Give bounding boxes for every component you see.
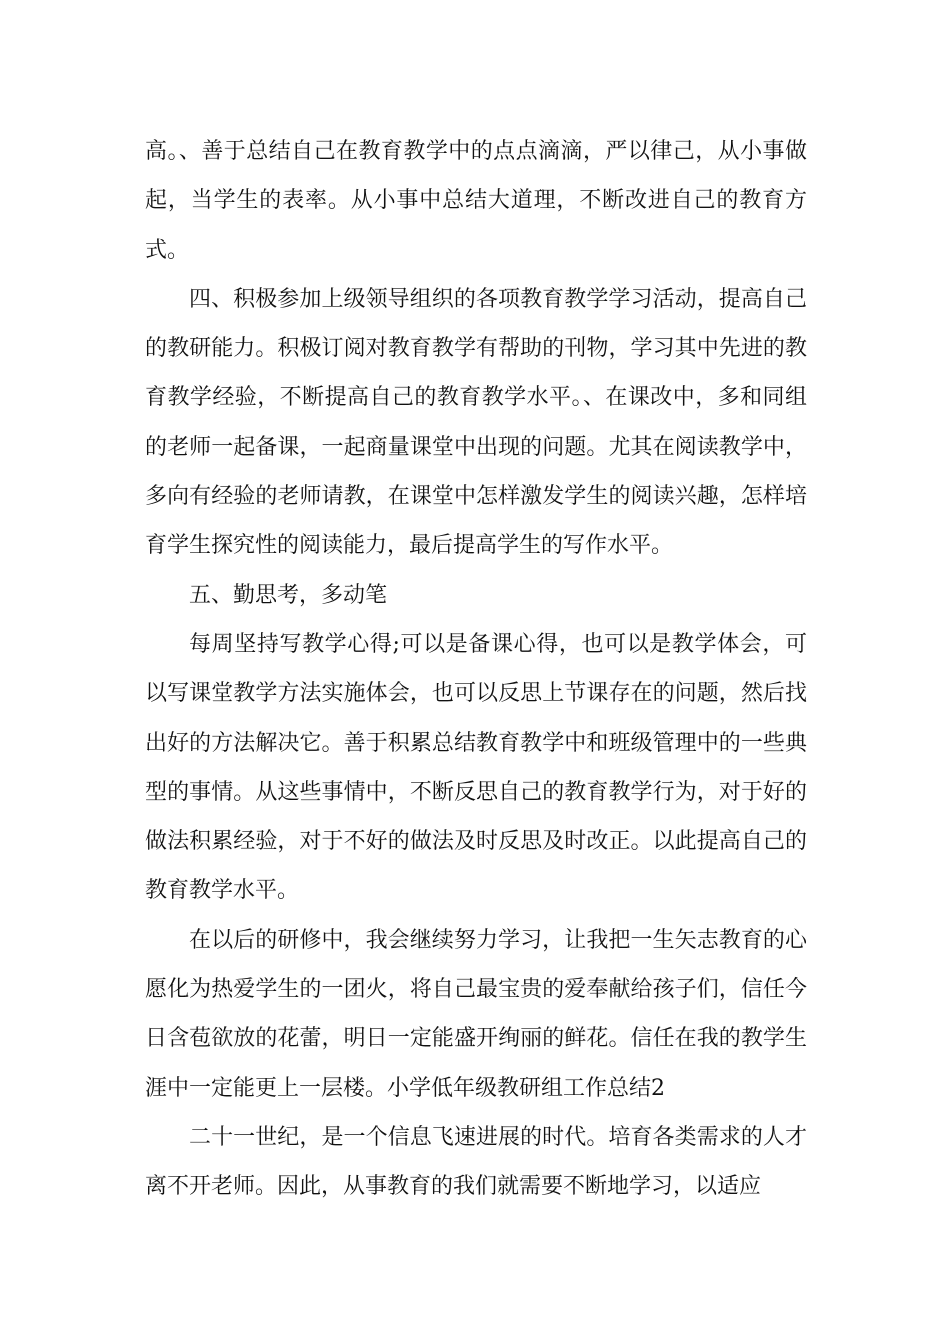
paragraph-twenty-first-century: 二十一世纪，是一个信息飞速进展的时代。培育各类需求的人才离不开老师。因此，从事教育的我们就需要不断地学习，以适应 [145,1124,807,1200]
paragraph-section-four: 四、积极参加上级领导组织的各项教育教学学习活动，提高自己的教研能力。积极订阅对教育教学有帮助的刊物，学习其中先进的教育教学经验，不断提高自己的教育教学水平。、在课改中，多和同组的老师一起备课，一起商量课堂中出现的问题。尤其在阅读教学中，多向有经验的老师请教，在课堂中怎样激发学生的阅读兴趣，怎样培育学生探究性的阅读能力，最后提高学生的写作水平。 [145,286,807,559]
paragraph-section-five-heading: 五、勤思考，多动笔 [189,582,388,608]
document-body [145,127,807,1212]
paragraph-future-study: 在以后的研修中，我会继续努力学习，让我把一生矢志教育的心愿化为热爱学生的一团火，将自己最宝贵的爱奉献给孩子们，信任今日含苞欲放的花蕾，明日一定能盛开绚丽的鲜花。信任在我的教学生涯中一定能更上一层楼。小学低年级教研组工作总结2 [145,927,807,1101]
paragraph-continuation: 高。、善于总结自己在教育教学中的点点滴滴，严以律己，从小事做起，当学生的表率。从小事中总结大道理，不断改进自己的教育方式。 [145,139,807,263]
paragraph-weekly-reflection: 每周坚持写教学心得;可以是备课心得，也可以是教学体会，可以写课堂教学方法实施体会，也可以反思上节课存在的问题，然后找出好的方法解决它。善于积累总结教育教学中和班级管理中的一些典型的事情。从这些事情中，不断反思自己的教育教学行为，对于好的做法积累经验，对于不好的做法及时反思及时改正。以此提高自己的教育教学水平。 [145,631,807,904]
